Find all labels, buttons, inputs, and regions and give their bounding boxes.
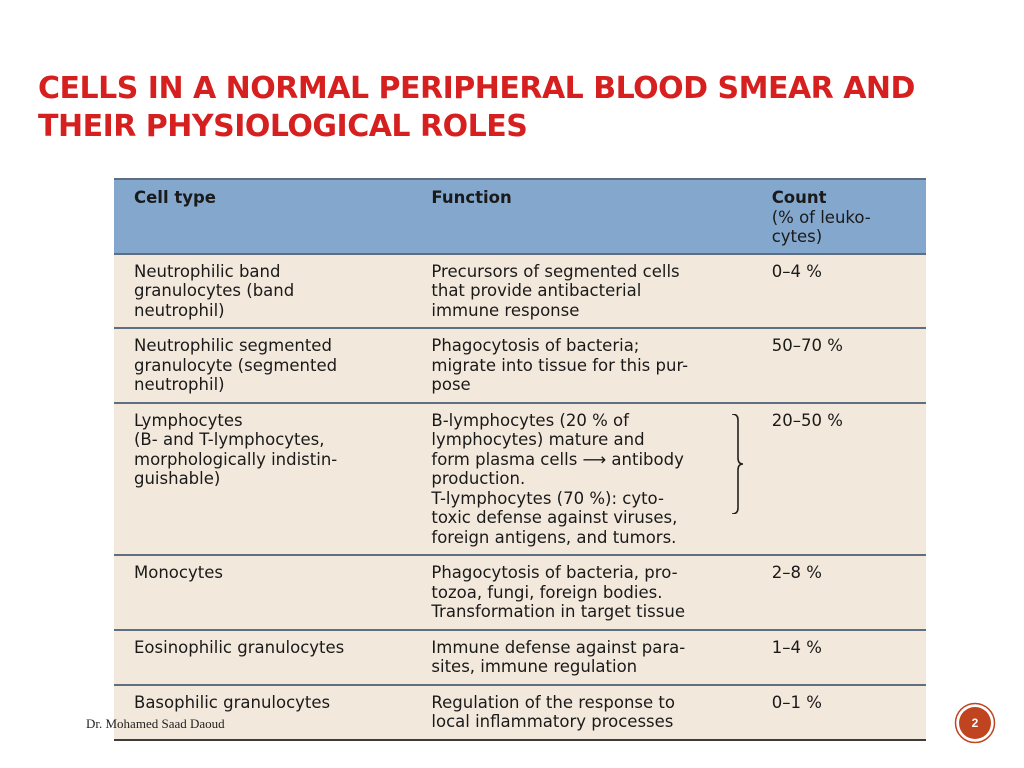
table-row xyxy=(114,630,926,685)
page-number: 2 xyxy=(971,716,979,730)
curly-brace-icon xyxy=(730,414,744,514)
cell-type: Monocytes xyxy=(114,555,411,630)
table-row xyxy=(114,254,926,329)
cell-count: 2–8 % xyxy=(752,555,926,630)
header-cell-type: Cell type xyxy=(114,179,411,254)
cells-table xyxy=(114,178,926,741)
header-count-subtitle: (% of leuko- cytes) xyxy=(771,207,871,246)
cell-function: Precursors of segmented cells that provide antibacterial immune response xyxy=(411,254,751,329)
cell-function: Immune defense against para- sites, immune regulation xyxy=(411,630,751,685)
cell-type: Neutrophilic segmented granulocyte (segmented neutrophil) xyxy=(114,328,411,403)
cell-count: 50–70 % xyxy=(752,328,926,403)
header-count xyxy=(752,179,926,254)
cell-count: 1–4 % xyxy=(752,630,926,685)
cell-type: Lymphocytes (B- and T-lymphocytes, morphologically indistin- guishable) xyxy=(114,403,411,556)
cell-function: Phagocytosis of bacteria; migrate into tissue for this pur- pose xyxy=(411,328,751,403)
table-header-row xyxy=(114,179,926,254)
cell-count: 0–4 % xyxy=(752,254,926,329)
page-number-badge xyxy=(954,702,996,744)
table-row xyxy=(114,403,926,556)
cell-function xyxy=(411,403,751,556)
slide-title: CELLS IN A NORMAL PERIPHERAL BLOOD SMEAR AND THEIR PHYSIOLOGICAL ROLES xyxy=(38,71,915,144)
cell-function-text: B-lymphocytes (20 % of lymphocytes) mature and form plasma cells ⟶ antibody production. T-lymphocytes (70 %): cyto- toxic defense against viruses, foreign antigens, and tumors. xyxy=(431,410,684,547)
footer-author: Dr. Mohamed Saad Daoud xyxy=(86,716,225,731)
blood-cells-table xyxy=(114,178,926,741)
cell-count: 0–1 % xyxy=(752,685,926,740)
table-row xyxy=(114,555,926,630)
header-function: Function xyxy=(411,179,751,254)
cell-type: Eosinophilic granulocytes xyxy=(114,630,411,685)
header-count-label: Count xyxy=(771,188,827,207)
cell-function: Phagocytosis of bacteria, pro- tozoa, fungi, foreign bodies. Transformation in target tissue xyxy=(411,555,751,630)
table-row xyxy=(114,685,926,740)
cell-type: Basophilic granulocytes xyxy=(114,685,411,740)
cell-function: Regulation of the response to local inflammatory processes xyxy=(411,685,751,740)
table-row xyxy=(114,328,926,403)
cell-count: 20–50 % xyxy=(752,403,926,556)
cell-type: Neutrophilic band granulocytes (band neutrophil) xyxy=(114,254,411,329)
